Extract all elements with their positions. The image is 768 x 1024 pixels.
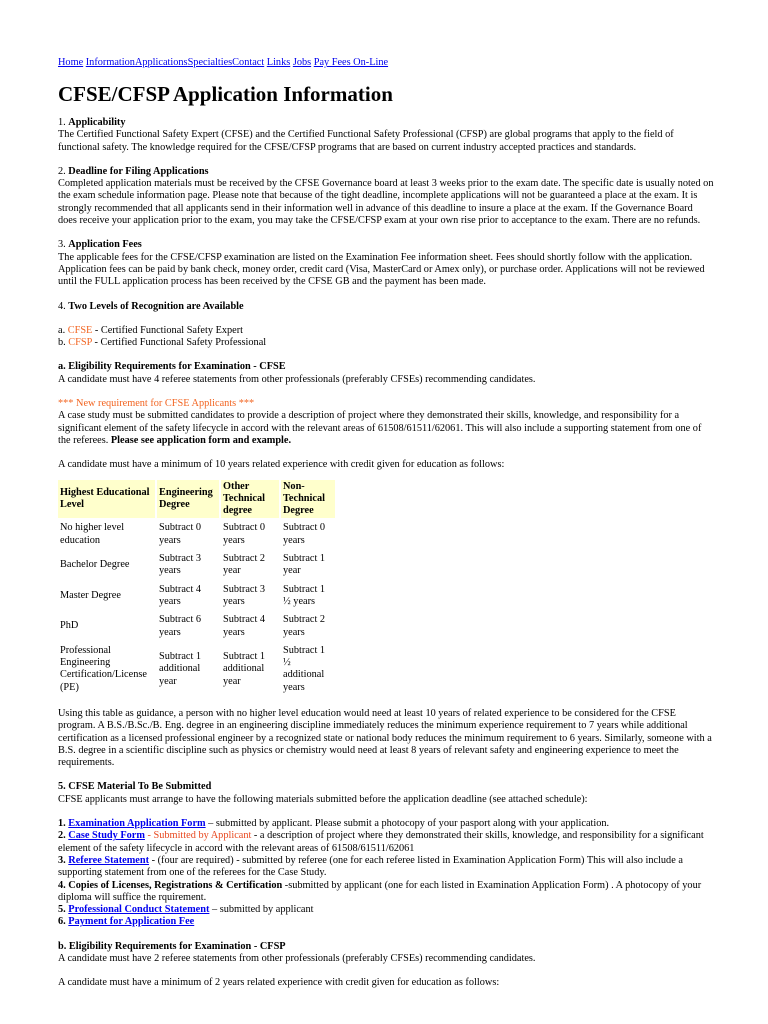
item-heading: 4. Copies of Licenses, Registrations & Certification — [58, 879, 283, 891]
table-header: Engineering Degree — [157, 480, 219, 519]
table-cell: Subtract 4 years — [223, 614, 266, 638]
section-cfsp-eligibility — [58, 941, 714, 966]
item-number: 1. — [58, 818, 69, 830]
item-number: 2. — [58, 830, 69, 842]
section-heading: b. Eligibility Requirements for Examination - CFSP — [58, 940, 286, 952]
section-heading: Two Levels of Recognition are Available — [68, 300, 244, 312]
table-row — [58, 643, 335, 696]
min-experience-text: A candidate must have a minimum of 10 years related experience with credit given for education as follows: — [58, 459, 505, 471]
table-header: Highest Educational Level — [58, 480, 155, 519]
examination-application-form-link[interactable]: Examination Application Form — [68, 818, 206, 830]
section-body: Completed application materials must be received by the CFSE Governance board at least 3 weeks prior to the exam date. The specific date is usually noted on the exam schedule information page. Please note that because of the tight deadline, incomplete applications will not be guaranteed a place at the exam. It is strongly recommended that all applicants send in their information well in advance of this deadline to insure a place at the exam. If the Governance Board does receive your application prior to the exam, you may take the CFSE/CFSP exam at your own rise prior to acceptance to the exam. There are no refunds. — [58, 178, 714, 227]
section-body: A candidate must have 2 referee statements from other professionals (preferably CFSEs) recommending candidates. — [58, 953, 536, 965]
nav-home-link[interactable]: Home — [58, 57, 84, 68]
table-cell: Professional Engineering Certification/License (PE) — [60, 644, 147, 693]
section-heading: a. Eligibility Requirements for Examination - CFSE — [58, 361, 286, 373]
section-number: 4. — [58, 300, 69, 312]
table-cell: Subtract 2 years — [283, 614, 326, 638]
table-row — [58, 520, 335, 549]
list-item — [58, 904, 714, 916]
nav-pay-fees-link[interactable]: Pay Fees On-Line — [313, 57, 389, 68]
case-study-form-link[interactable]: Case Study Form — [68, 830, 145, 842]
item-prefix: b. — [58, 337, 69, 349]
table-cell: Subtract 6 years — [159, 614, 202, 638]
section-heading: Application Fees — [68, 239, 142, 251]
item-prefix: a. — [58, 324, 68, 336]
section-body: The applicable fees for the CFSE/CFSP examination are listed on the Examination Fee information sheet. Fees should shortly follow with the application. Application fees can be paid by bank check, money order, credit card (Visa, MasterCard or Amex only), or purchase order. Applications will not be reviewed until the FULL application process has been received by the CFSE GB and the payment has been made. — [58, 251, 705, 288]
section-number: 1. — [58, 117, 69, 128]
section-body: A candidate must have 4 referee statements from other professionals (preferably CFSEs) recommending candidates. — [58, 373, 536, 385]
table-cell: Subtract 2 year — [223, 553, 266, 577]
nav-jobs-link[interactable]: Jobs — [292, 57, 312, 68]
item-number: 5. — [58, 904, 69, 916]
table-cell: No higher level education — [60, 522, 125, 546]
case-study-text — [58, 410, 714, 447]
item-desc: - Certified Functional Safety Expert — [92, 324, 244, 336]
guidance-text: Using this table as guidance, a person with no higher level education would need at least 10 years of related experience to be considered for the CFSE program. A B.S./B.Sc./B. Eng. degree in an engineering discipline immediately reduces the minimum experience requirement to 7 years while additional certification as a licensed professional engineer by a recognized state or national body reduces the minimum requirement to 6 years. Similarly, someone with a B.S. degree in a scientific discipline such as physics or chemistry would need at least 8 years of relevant safety and engineering experience to meet the requirements. — [58, 707, 712, 769]
table-cell: Subtract 1 additional year — [223, 650, 266, 687]
list-item — [58, 818, 714, 830]
list-item — [58, 855, 714, 880]
item-text: – submitted by applicant. Please submit a photocopy of your pasport along with your application. — [205, 818, 610, 830]
list-item — [58, 880, 714, 905]
table-cell: Subtract 1 year — [283, 553, 326, 577]
recognition-item-cfse — [58, 325, 714, 337]
top-nav — [58, 56, 714, 70]
item-text: - a description of project where they demonstrated their skills, knowledge, and responsibility for a significant element of the safety lifecycle in accord with the relevant areas of 61508/61511/62061 — [58, 830, 704, 854]
section-number: 2. — [58, 165, 69, 177]
cfsp-min-experience-text: A candidate must have a minimum of 2 years related experience with credit given for education as follows: — [58, 977, 500, 989]
section-cfse-eligibility — [58, 361, 714, 386]
table-cell: Subtract 0 years — [283, 522, 326, 546]
materials-list — [58, 818, 714, 929]
table-cell: Subtract 0 years — [223, 522, 266, 546]
item-desc: - Certified Functional Safety Professional — [91, 337, 267, 349]
submitted-by-applicant-note: - Submitted by Applicant — [144, 830, 252, 842]
professional-conduct-statement-link[interactable]: Professional Conduct Statement — [68, 904, 210, 916]
section-cfse-materials — [58, 781, 714, 928]
section-body: The Certified Functional Safety Expert (CFSE) and the Certified Functional Safety Professional (CFSP) are global programs that apply to the field of functional safety. The knowledge required for the CFSE/CFSP programs that are based on current industry accepted practices and standards. — [58, 129, 674, 153]
table-cell: Subtract 1 additional year — [159, 650, 202, 687]
cfsp-term: CFSP — [68, 337, 92, 349]
table-cell: Subtract 1 ½ additional years — [283, 644, 326, 693]
item-text: - (four are required) - submitted by referee (one for each referee listed in Examination Application Form) This will also include a supporting statement from one of the referees for the Case Study. — [58, 854, 683, 879]
nav-information-link[interactable]: Information — [85, 57, 135, 68]
item-text: -submitted by applicant (one for each listed in Examination Application Form) . A photocopy of your diploma will suffice the rquirement. — [58, 879, 702, 903]
section-heading: Applicability — [68, 117, 126, 128]
referee-statement-link[interactable]: Referee Statement — [68, 854, 150, 866]
section-fees — [58, 239, 714, 288]
case-study-note: Please see application form and example. — [110, 434, 292, 446]
section-intro: CFSE applicants must arrange to have the following materials submitted before the application deadline (see attached schedule): — [58, 793, 588, 805]
table-cell: Master Degree — [60, 589, 121, 601]
table-cell: Subtract 1 ½ years — [283, 583, 326, 607]
section-new-requirement — [58, 398, 714, 447]
nav-contact-link[interactable]: Contact — [232, 57, 265, 68]
table-cell: Subtract 4 years — [159, 583, 202, 607]
table-header-row — [58, 480, 335, 519]
nav-specialties-link[interactable]: Specialties — [187, 57, 233, 68]
table-row — [58, 582, 335, 611]
page-content — [58, 56, 714, 990]
table-cell: Subtract 3 years — [159, 553, 202, 577]
list-item — [58, 916, 714, 928]
experience-table — [56, 478, 337, 698]
new-requirement-notice: *** New requirement for CFSE Applicants *** — [58, 398, 255, 410]
section-heading: 5. CFSE Material To Be Submitted — [58, 781, 212, 793]
table-cell: Subtract 3 years — [223, 583, 266, 607]
section-heading: Deadline for Filing Applications — [68, 165, 209, 177]
item-text: – submitted by applicant — [209, 904, 314, 916]
payment-for-application-fee-link[interactable]: Payment for Application Fee — [68, 916, 195, 928]
item-number: 3. — [58, 854, 69, 866]
table-cell: PhD — [60, 620, 79, 632]
table-row — [58, 551, 335, 580]
section-deadline — [58, 166, 714, 227]
recognition-item-cfsp — [58, 337, 714, 349]
section-number: 3. — [58, 239, 69, 251]
table-cell: Bachelor Degree — [60, 559, 130, 571]
table-row — [58, 612, 335, 641]
cfse-term: CFSE — [67, 324, 93, 336]
list-item — [58, 830, 714, 855]
section-applicability — [58, 117, 714, 154]
section-recognition — [58, 301, 714, 350]
table-header: Non-Technical Degree — [281, 480, 335, 519]
nav-links-link[interactable]: Links — [266, 57, 291, 68]
case-study-body: A case study must be submitted candidates to provide a description of project where they demonstrated their skills, knowledge, and responsibility for a significant element of the safety lifecycle in accord with the relevant areas of 61508/61511/62061. This will also include a supporting statement from one of the referees. — [58, 410, 702, 446]
table-header: Other Technical degree — [221, 480, 279, 519]
nav-applications-link[interactable]: Applications — [134, 57, 188, 68]
item-number: 6. — [58, 916, 69, 928]
table-cell: Subtract 0 years — [159, 522, 202, 546]
page-title: CFSE/CFSP Application Information — [58, 82, 393, 106]
